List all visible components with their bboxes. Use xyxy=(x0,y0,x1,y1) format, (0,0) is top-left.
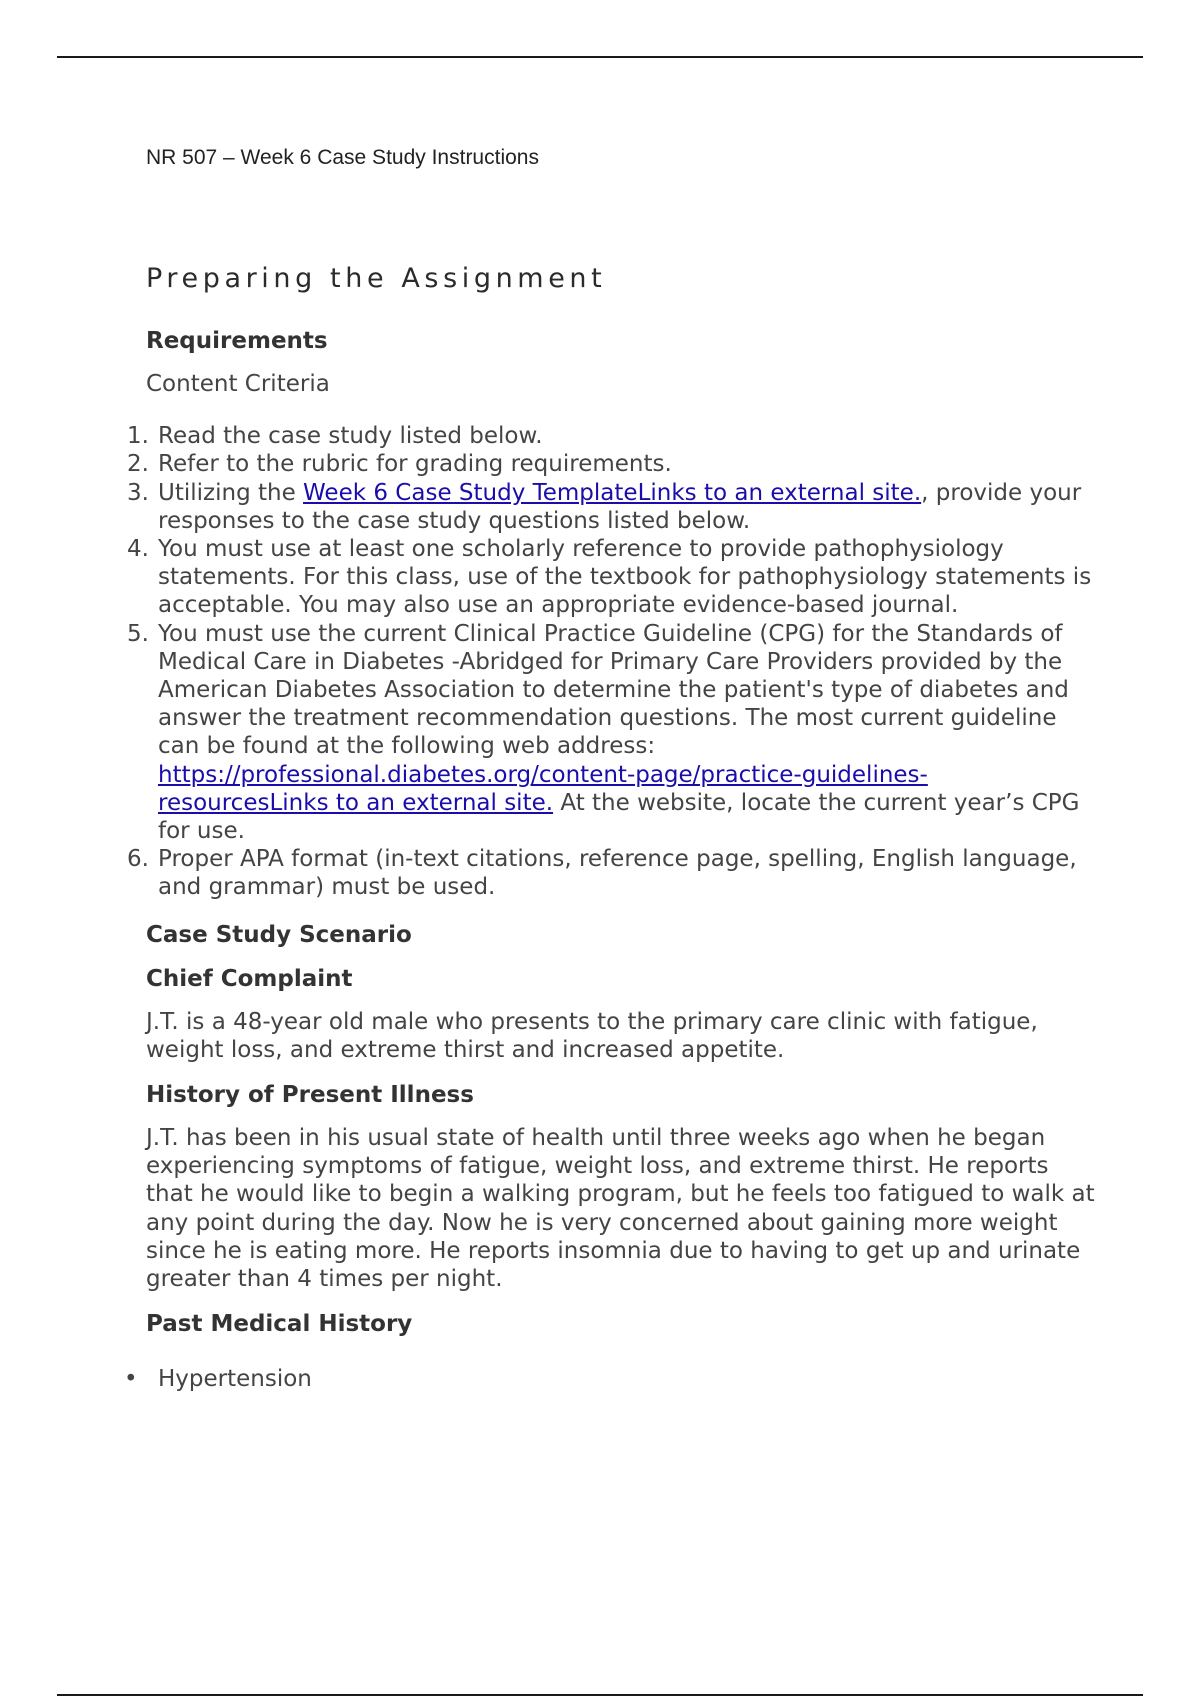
list-number: 1. xyxy=(127,423,149,450)
pmh-item-text: Hypertension xyxy=(158,1366,312,1393)
list-item xyxy=(127,479,1096,535)
section-title: Preparing the Assignment xyxy=(146,263,607,294)
list-item-text-after: At the website, locate the current year’s CPG for use. xyxy=(158,789,1080,845)
chief-complaint-text: J.T. is a 48-year old male who presents to the primary care clinic with fatigue, weight loss, and extreme thirst and increased appetite. xyxy=(146,1008,1038,1063)
list-item-text-after: , provide your responses to the case study questions listed below. xyxy=(158,479,1082,534)
list-number: 5. xyxy=(127,620,149,647)
document-body xyxy=(124,258,1096,1393)
list-item-text: You must use at least one scholarly reference to provide pathophysiology statements. For this class, use of the textbook for pathophysiology statements is acceptable. You may also use an appropriate evidence-based journal. xyxy=(158,536,1092,619)
pmh-heading: Past Medical History xyxy=(146,1311,413,1338)
list-item-text: Read the case study listed below. xyxy=(158,423,543,450)
list-item xyxy=(127,620,1096,846)
list-number: 3. xyxy=(127,479,149,506)
requirements-list xyxy=(127,422,1096,901)
bullet-icon: • xyxy=(124,1366,138,1393)
list-number: 4. xyxy=(127,536,149,563)
top-divider xyxy=(57,56,1143,58)
pmh-list xyxy=(124,1365,1096,1393)
list-item xyxy=(124,1365,1096,1393)
page-header: NR 507 – Week 6 Case Study Instructions xyxy=(146,146,539,169)
list-item xyxy=(127,845,1096,901)
hpi-heading: History of Present Illness xyxy=(146,1082,474,1109)
list-item-text: Refer to the rubric for grading requirements. xyxy=(158,451,672,478)
diabetes-guidelines-link[interactable]: https://professional.diabetes.org/content-page/practice-guidelines-resourcesLinks to an external site. xyxy=(158,761,928,816)
hpi-text: J.T. has been in his usual state of health until three weeks ago when he began experiencing symptoms of fatigue, weight loss, and extreme thirst. He reports that he would like to begin a walking program, but he feels too fatigued to walk at any point during the day. Now he is very concerned about gaining more weight since he is eating more. He reports insomnia due to having to get up and urinate greater than 4 times per night. xyxy=(146,1125,1095,1293)
requirements-heading: Requirements xyxy=(146,328,328,354)
list-number: 2. xyxy=(127,451,149,478)
list-item xyxy=(127,535,1096,620)
list-item-text-before: Utilizing the xyxy=(158,479,304,506)
bottom-divider xyxy=(57,1694,1143,1696)
case-study-template-link[interactable]: Week 6 Case Study TemplateLinks to an external site. xyxy=(303,479,922,506)
list-item xyxy=(127,450,1096,478)
list-number: 6. xyxy=(127,846,149,873)
list-item-text: Proper APA format (in-text citations, reference page, spelling, English language, and grammar) must be used. xyxy=(158,846,1077,901)
case-study-heading: Case Study Scenario xyxy=(146,921,412,948)
content-criteria-label: Content Criteria xyxy=(146,371,330,397)
chief-complaint-heading: Chief Complaint xyxy=(146,965,353,992)
list-item xyxy=(127,422,1096,450)
list-item-text-before: You must use the current Clinical Practice Guideline (CPG) for the Standards of Medical Care in Diabetes -Abridged for Primary Care Providers provided by the American Diabetes Association to determine the patient's type of diabetes and answer the treatment recommendation questions. The most current guideline can be found at the following web address: xyxy=(158,620,1069,760)
